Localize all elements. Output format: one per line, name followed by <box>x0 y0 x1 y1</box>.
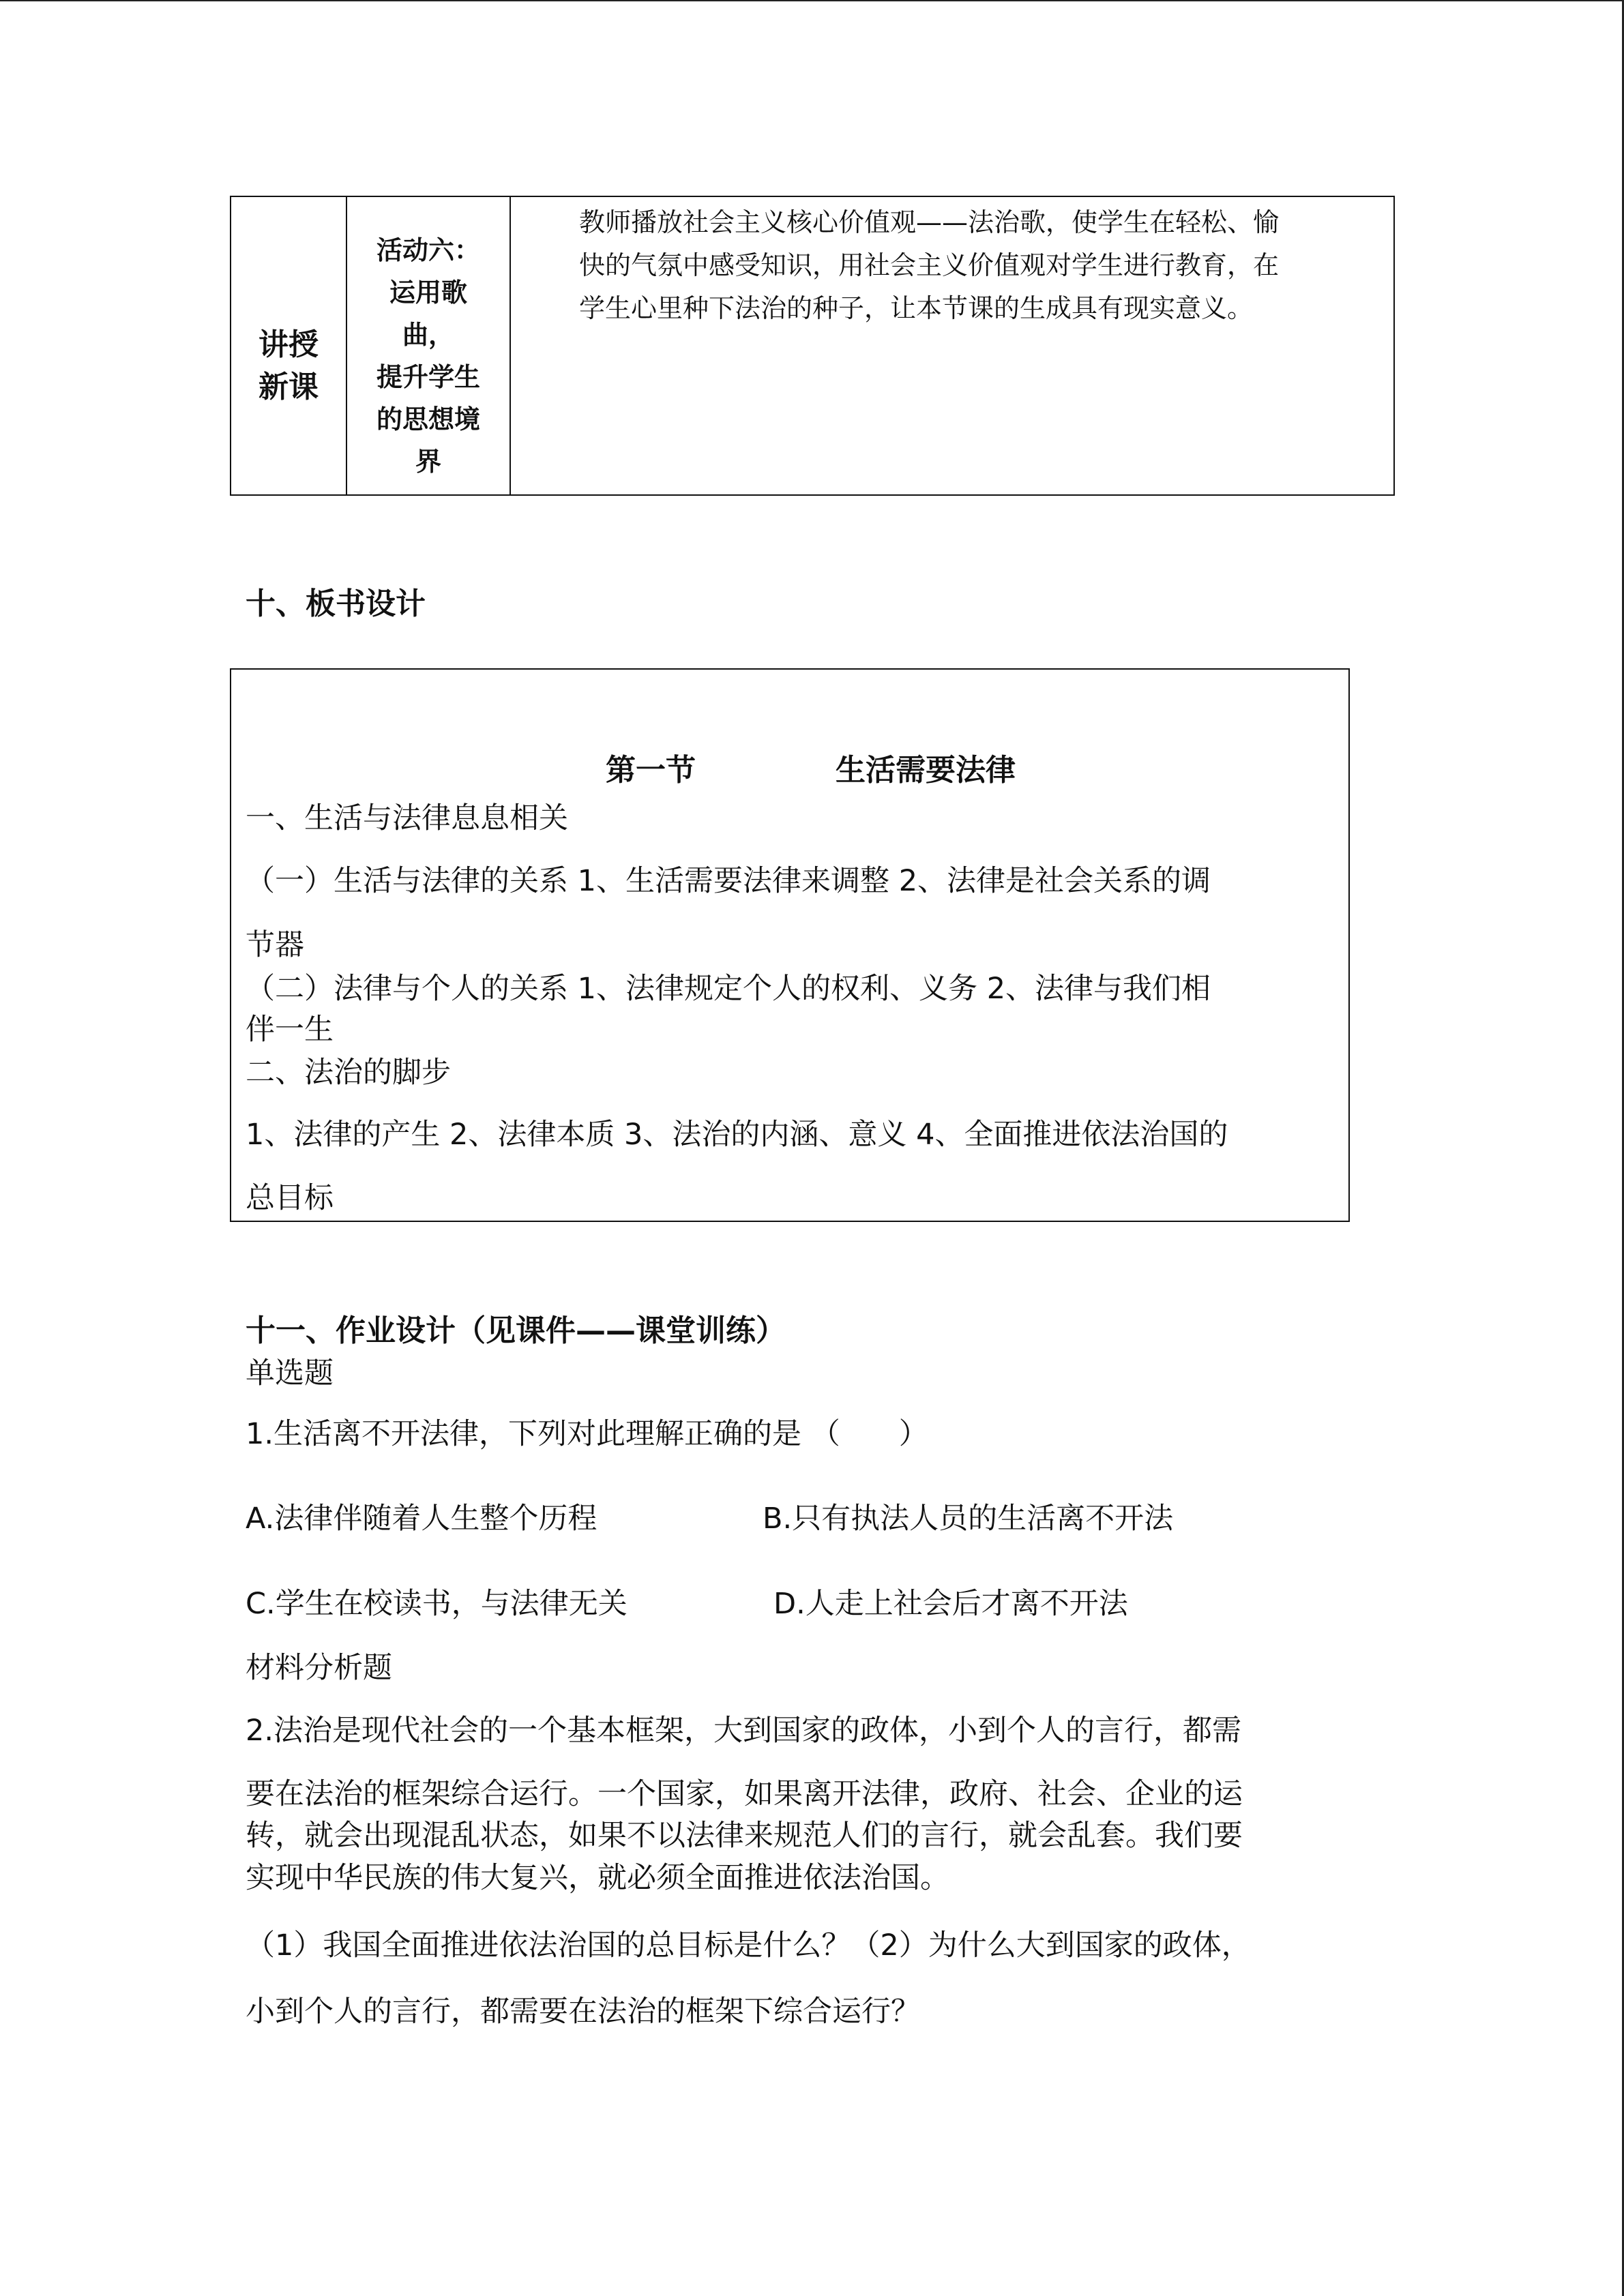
activity-line: 曲， <box>402 320 454 350</box>
activity-label <box>347 209 510 483</box>
homework-heading: 十一、作业设计（见课件——课堂训练） <box>246 1313 786 1348</box>
single-choice-label: 单选题 <box>246 1356 334 1390</box>
board-line: 伴一生 <box>246 1013 334 1047</box>
question-2-line: 转，就会出现混乱状态，如果不以法律来规范人们的言行，就会乱套。我们要 <box>246 1819 1243 1853</box>
activity-line: 提升学生 <box>376 362 480 392</box>
board-design-heading: 十、板书设计 <box>246 586 426 621</box>
board-line: 总目标 <box>246 1181 334 1215</box>
board-line: 节器 <box>246 928 304 962</box>
board-line: 二、法治的脚步 <box>246 1056 451 1090</box>
stage-label: 讲授新课 <box>259 327 319 404</box>
page-top-border <box>0 0 1624 1</box>
board-line: （一）生活与法律的关系 1、生活需要法律来调整 2、法律是社会关系的调 <box>246 864 1211 898</box>
activity-cell <box>346 196 510 495</box>
question-2-line: 实现中华民族的伟大复兴，就必须全面推进依法治国。 <box>246 1861 949 1895</box>
question-2-line: 要在法治的框架综合运行。一个国家，如果离开法律，政府、社会、企业的运 <box>246 1777 1243 1811</box>
option-b: B.只有执法人员的生活离不开法 <box>763 1502 1174 1536</box>
board-line: 一、生活与法律息息相关 <box>246 801 568 835</box>
description-line: 学生心里种下法治的种子，让本节课的生成具有现实意义。 <box>579 293 1254 323</box>
activity-line: 的思想境 <box>376 404 480 434</box>
question-2-subquestion: 小到个人的言行，都需要在法治的框架下综合运行？ <box>246 1995 920 2029</box>
option-d: D.人走上社会后才离不开法 <box>773 1587 1128 1621</box>
activity-line: 运用歌 <box>389 278 467 308</box>
question-1: 1.生活离不开法律，下列对此理解正确的是 （ ） <box>246 1417 928 1451</box>
board-title-name: 生活需要法律 <box>836 753 1016 788</box>
description-line: 教师播放社会主义核心价值观——法治歌，使学生在轻松、愉 <box>579 207 1280 237</box>
board-line: 1、法律的产生 2、法律本质 3、法治的内涵、意义 4、全面推进依法治国的 <box>246 1118 1228 1152</box>
table-row <box>231 196 1394 495</box>
activity-line: 界 <box>415 447 441 477</box>
board-line: （二）法律与个人的关系 1、法律规定个人的权利、义务 2、法律与我们相 <box>246 972 1211 1006</box>
board-title-section: 第一节 <box>606 753 696 788</box>
option-a: A.法律伴随着人生整个历程 <box>246 1502 597 1536</box>
stage-cell <box>231 196 346 495</box>
description-cell <box>510 196 1394 495</box>
activity-line: 活动六： <box>376 235 480 265</box>
description-line: 快的气氛中感受知识，用社会主义价值观对学生进行教育，在 <box>579 250 1280 280</box>
question-2-subquestion: （1）我国全面推进依法治国的总目标是什么？（2）为什么大到国家的政体， <box>246 1928 1251 1963</box>
option-c: C.学生在校读书，与法律无关 <box>246 1587 628 1621</box>
lesson-activity-table <box>230 196 1395 496</box>
activity-description <box>511 197 1393 330</box>
material-analysis-label: 材料分析题 <box>246 1651 392 1685</box>
question-2-line: 2.法治是现代社会的一个基本框架，大到国家的政体，小到个人的言行，都需 <box>246 1714 1242 1748</box>
